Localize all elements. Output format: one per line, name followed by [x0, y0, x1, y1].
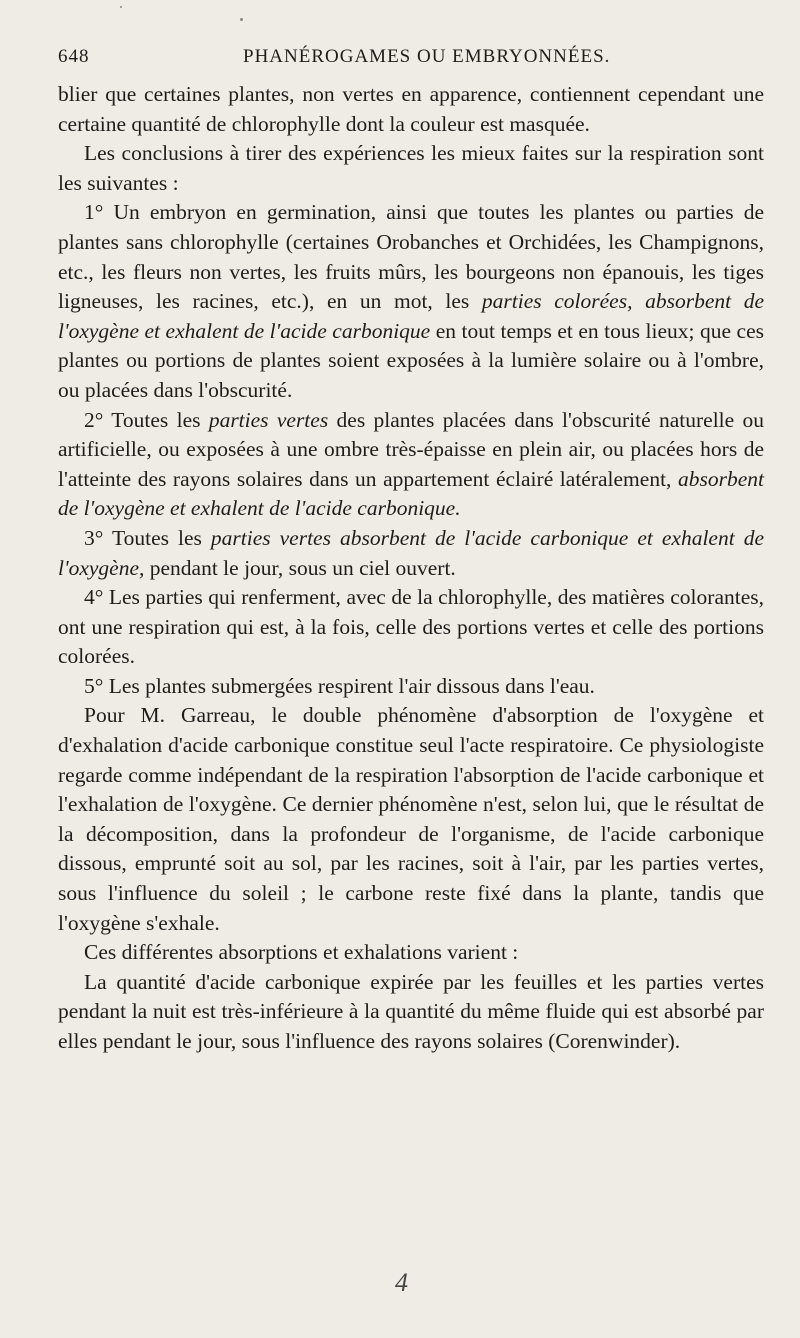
italic-text: parties colorées, absorbent de l'oxygène et exhalent de l'acide carbonique [58, 289, 764, 343]
text-run: Ces différentes absorptions et exhalations varient : [84, 940, 519, 965]
italic-text: parties vertes absorbent de l'acide carbonique et exhalent de l'oxygène, [58, 525, 765, 580]
signature-mark: 4 [395, 1268, 408, 1297]
text-run: en tout temps et en tous lieux; que ces plantes ou portions de plantes soient exposées à la lumière solaire ou à l'ombre, ou placées dans l'obscurité. [58, 318, 765, 402]
text-run: blier que certaines plantes, non vertes en apparence, contiennent cependant une certaine quantité de chlorophylle dont la couleur est masquée. [58, 82, 764, 136]
paragraph [58, 80, 764, 139]
text-run: Les conclusions à tirer des expériences les mieux faites sur la respiration sont les suivantes : [58, 141, 764, 195]
italic-text: parties vertes [208, 407, 329, 432]
text-run: 4° Les parties qui renferment, avec de la chlorophylle, des matières colorantes, ont une respiration qui est, à la fois, celle des portions vertes et celle des portions colorées. [58, 585, 764, 669]
text-run: 3° Toutes les [84, 525, 211, 550]
text-run: La quantité d'acide carbonique expirée par les feuilles et les parties vertes pendant la nuit est très-inférieure à la quantité du même fluide qui est absorbé par elles pendant le jour, sous l'influence des rayons solaires (Corenwinder). [58, 969, 764, 1053]
paper-speck [120, 6, 122, 8]
text-run: pendant le jour, sous un ciel ouvert. [144, 555, 456, 580]
text-run: 1° Un embryon en germination, ainsi que toutes les plantes ou parties de plantes sans chlorophylle (certaines Orobanches et Orchidées, les Champignons, etc., les fleurs non vertes, les fruits mûrs, les bourgeons non épanouis, les tiges ligneuses, les racines, etc.), en un mot, les [58, 200, 764, 314]
paragraph [58, 583, 764, 672]
text-run: Pour M. Garreau, le double phénomène d'absorption de l'oxygène et d'exhalation d'acide carbonique constitue seul l'acte respiratoire. Ce physiologiste regarde comme indépendant de la respiration l'absorption de l'acide carbonique et l'exhalation de l'oxygène. Ce dernier phénomène n'est, selon lui, que le résultat de la décomposition, dans la profondeur de l'organisme, de l'acide carbonique dissous, emprunté soit au sol, par les racines, soit à l'air, par les parties vertes, sous l'influence du soleil ; le carbone reste fixé dans la plante, tandis que l'oxygène s'exhale. [58, 703, 764, 935]
paragraph [58, 139, 764, 198]
paragraph [58, 524, 764, 583]
running-title: PHANÉROGAMES OU EMBRYONNÉES. [243, 46, 611, 67]
paper-speck [240, 18, 243, 21]
paragraph [58, 672, 764, 702]
paragraph [58, 406, 764, 524]
paragraph [58, 701, 764, 938]
paragraph [58, 968, 764, 1057]
body-text [58, 80, 764, 1057]
text-run: des plantes placées dans l'obscurité naturelle ou artificielle, ou exposées à une ombre très-épaisse en plein air, ou placées hors de l'atteinte des rayons solaires dans un appartement éclairé latéralement, [58, 407, 765, 491]
text-run: 5° Les plantes submergées respirent l'air dissous dans l'eau. [84, 673, 595, 698]
page-number: 648 [58, 46, 90, 67]
paragraph [58, 198, 764, 405]
text-run: 2° Toutes les [84, 407, 209, 432]
paragraph [58, 938, 764, 968]
page-header [58, 46, 758, 74]
italic-text: absorbent de l'oxygène et exhalent de l'acide carbonique. [58, 466, 764, 521]
